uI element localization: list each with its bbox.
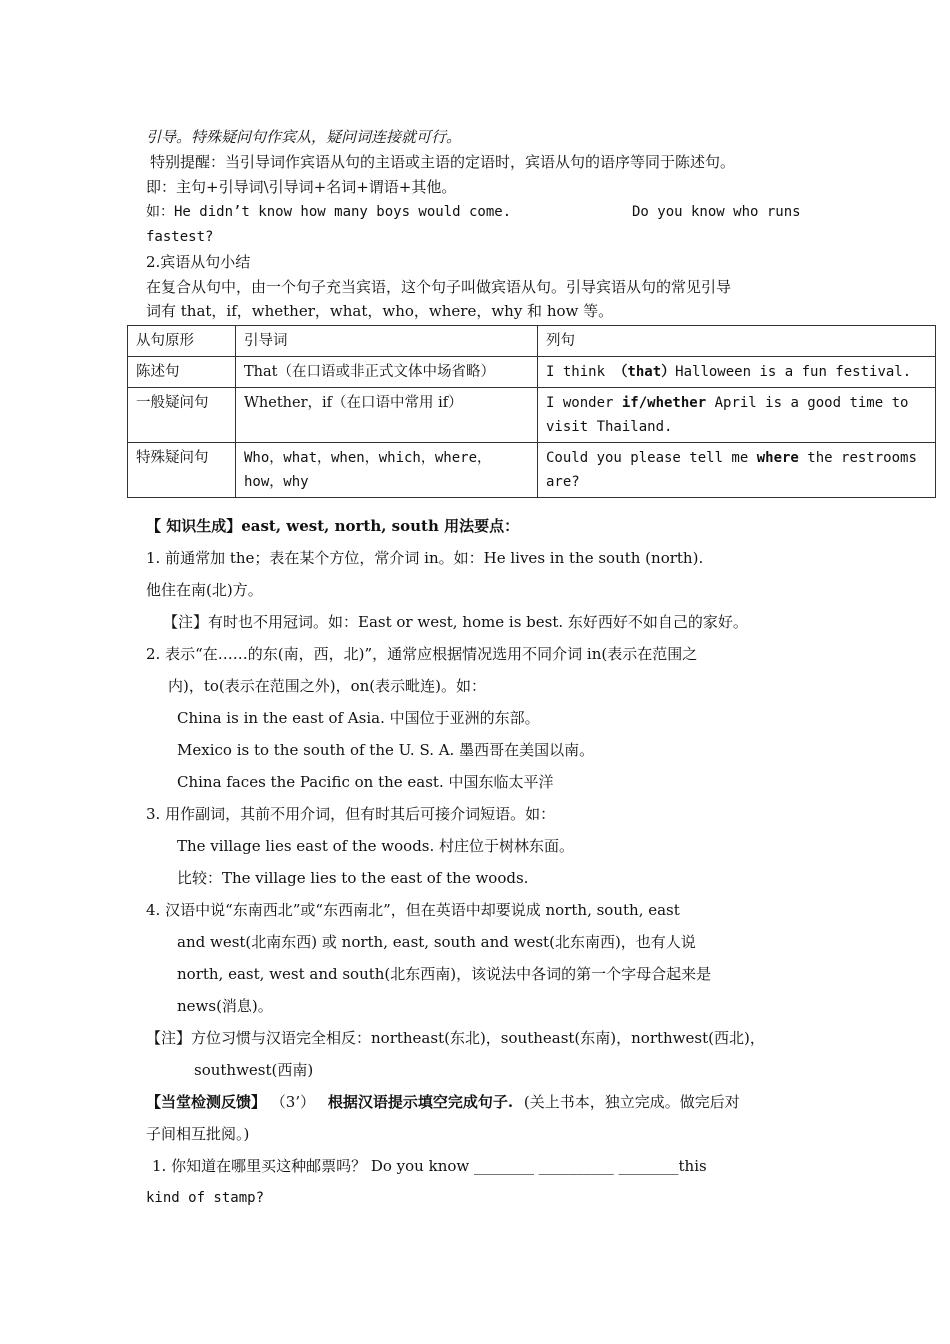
clause-example bbox=[538, 357, 936, 388]
clause-type: 特殊疑问句 bbox=[128, 443, 236, 498]
example-line: China faces the Pacific on the east. 中国东临太平洋 bbox=[177, 773, 554, 791]
line-example-c: fastest? bbox=[146, 229, 214, 245]
question-1-cont: kind of stamp? bbox=[146, 1190, 265, 1206]
clause-intro: Who，what，when，which，where，how，why bbox=[236, 443, 538, 498]
check-note: (关上书本，独立完成。做完后对 bbox=[523, 1093, 740, 1111]
check-title: 【当堂检测反馈】 bbox=[146, 1093, 267, 1111]
example-line: 比较：The village lies to the east of the woods. bbox=[177, 869, 529, 887]
example-pre: I wonder bbox=[546, 395, 622, 411]
table-header: 列句 bbox=[538, 326, 936, 357]
example-pre: I think bbox=[546, 364, 614, 380]
example-post: the restrooms are? bbox=[546, 450, 917, 490]
example-bold: （that） bbox=[613, 364, 676, 380]
subheading-summary: 2.宾语从句小结 bbox=[146, 253, 251, 271]
table-header: 引导词 bbox=[236, 326, 538, 357]
example-post: April is a good time to visit Thailand. bbox=[546, 395, 909, 435]
example-post: Halloween is a fun festival. bbox=[675, 364, 912, 380]
table-header: 从句原形 bbox=[128, 326, 236, 357]
point-4-cont: news(消息)。 bbox=[177, 997, 273, 1015]
clause-example bbox=[538, 388, 936, 443]
check-heading bbox=[146, 1092, 740, 1112]
clause-type: 陈述句 bbox=[128, 357, 236, 388]
clause-intro: Whether，if（在口语中常用 if） bbox=[236, 388, 538, 443]
note-2: 【注】方位习惯与汉语完全相反：northeast(东北)，southeast(东南)，northwest(西北)， bbox=[146, 1029, 765, 1047]
table-row bbox=[128, 443, 936, 498]
clause-type: 一般疑问句 bbox=[128, 388, 236, 443]
clause-intro: That（在口语或非正式文体中场省略） bbox=[236, 357, 538, 388]
example-line: The village lies east of the woods. 村庄位于树林东面。 bbox=[177, 837, 575, 855]
clause-table bbox=[127, 325, 936, 498]
line-reminder: 特别提醒：当引导词作宾语从句的主语或主语的定语时，宾语从句的语序等同于陈述句。 bbox=[150, 153, 736, 171]
line-connectors: 词有 that，if，whether，what，who，where，why 和 how 等。 bbox=[146, 302, 614, 320]
example-line: Mexico is to the south of the U. S. A. 墨西哥在美国以南。 bbox=[177, 741, 595, 759]
question-1: 1. 你知道在哪里买这种邮票吗？ Do you know ________ __________ ________this bbox=[152, 1157, 707, 1175]
point-4-cont: and west(北南东西) 或 north, east, south and west(北东南西)，也有人说 bbox=[177, 933, 696, 951]
check-time: （3’） bbox=[270, 1093, 316, 1111]
section-title: 【 知识生成】east, west, north, south 用法要点： bbox=[146, 517, 520, 535]
point-2-cont: 内)，to(表示在范围之外)，on(表示毗连)。如： bbox=[168, 677, 487, 695]
clause-example bbox=[538, 443, 936, 498]
point-3: 3. 用作副词，其前不用介词，但有时其后可接介词短语。如： bbox=[146, 805, 556, 823]
point-2: 2. 表示“在……的东(南，西，北)”，通常应根据情况选用不同介词 in(表示在范围之 bbox=[146, 645, 698, 663]
point-1-translation: 他住在南(北)方。 bbox=[146, 581, 263, 599]
table-header-row bbox=[128, 326, 936, 357]
example-pre: Could you please tell me bbox=[546, 450, 757, 466]
point-4: 4. 汉语中说“东南西北”或“东西南北”，但在英语中却要说成 north, south, east bbox=[146, 901, 680, 919]
note-2-cont: southwest(西南) bbox=[194, 1061, 314, 1079]
line-definition: 在复合从句中，由一个句子充当宾语，这个句子叫做宾语从句。引导宾语从句的常见引导 bbox=[146, 278, 732, 296]
example-bold: if/whether bbox=[621, 395, 707, 411]
line-example-b: Do you know who runs bbox=[632, 204, 801, 220]
table-row bbox=[128, 388, 936, 443]
example-line: China is in the east of Asia. 中国位于亚洲的东部。 bbox=[177, 709, 540, 727]
note-1: 【注】有时也不用冠词。如：East or west, home is best. 东好西好不如自己的家好。 bbox=[163, 613, 748, 631]
line-intro: 引导。特殊疑问句作宾从，疑问词连接就可行。 bbox=[146, 128, 462, 146]
line-example-a: 如：He didn’t know how many boys would come. bbox=[146, 204, 512, 220]
check-note-cont: 子间相互批阅。) bbox=[146, 1125, 250, 1143]
example-bold: where bbox=[756, 450, 799, 466]
point-4-cont: north, east, west and south(北东西南)，该说法中各词的第一个字母合起来是 bbox=[177, 965, 712, 983]
check-instruction: 根据汉语提示填空完成句子. bbox=[327, 1093, 514, 1111]
point-1: 1. 前通常加 the；表在某个方位，常介词 in。如：He lives in the south (north). bbox=[146, 549, 704, 567]
table-row bbox=[128, 357, 936, 388]
line-formula: 即：主句+引导词\引导词+名词+谓语+其他。 bbox=[146, 178, 457, 196]
